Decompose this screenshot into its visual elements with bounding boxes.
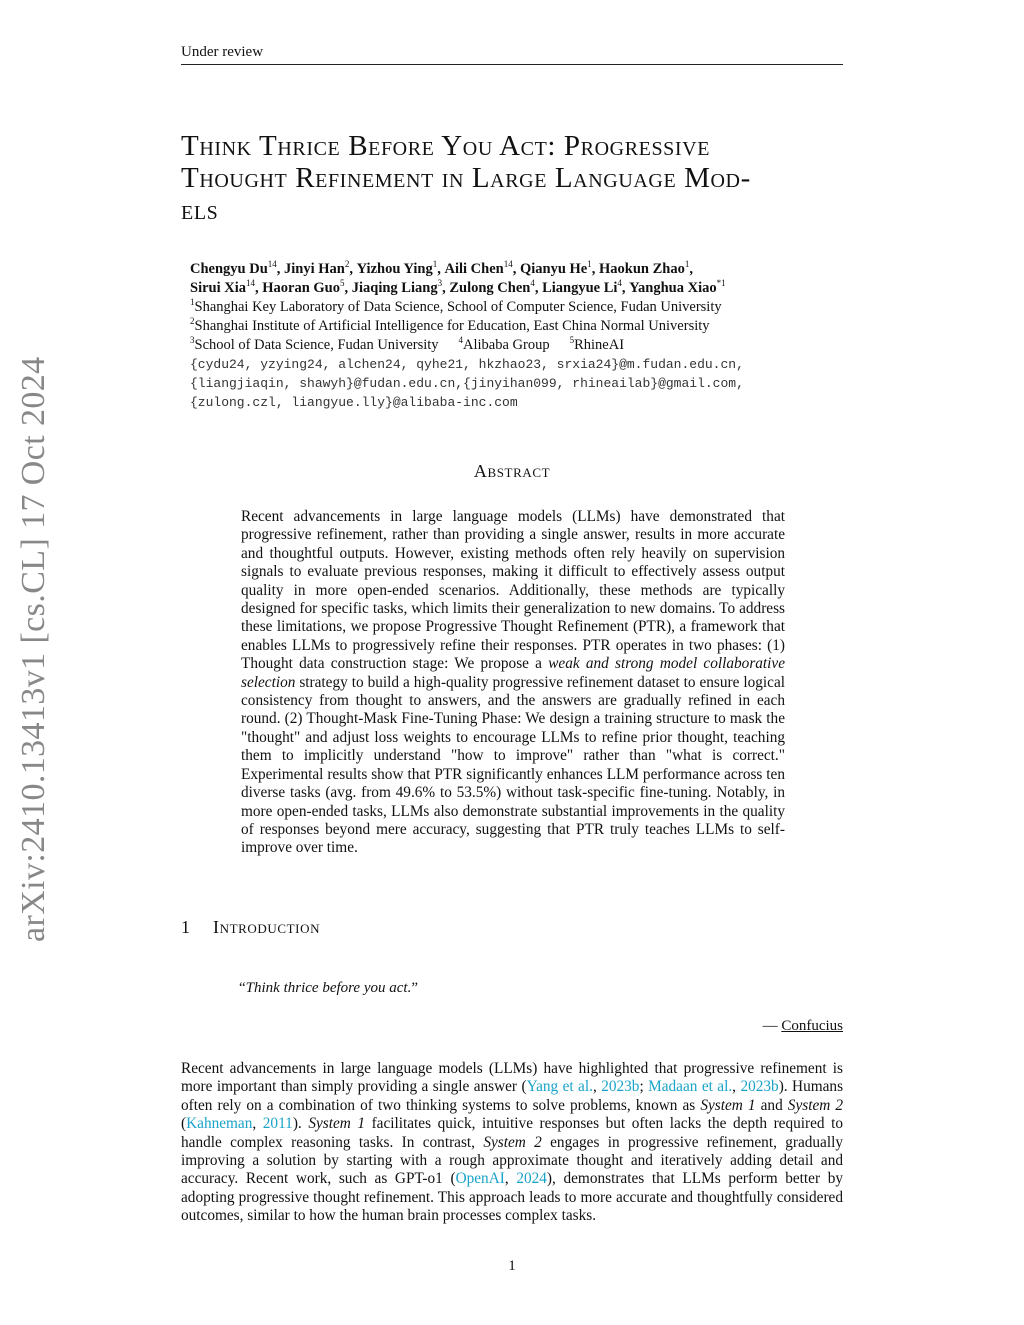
author-name: Yanghua Xiao: [629, 280, 717, 296]
author-block: [190, 260, 840, 412]
section-title: Introduction: [213, 917, 321, 937]
section-heading-introduction: [181, 917, 581, 938]
title-line: Think Thrice Before You Act: Progressive: [181, 130, 711, 162]
citation-link[interactable]: 2023b: [740, 1078, 779, 1096]
citation-link[interactable]: Yang et al.: [526, 1078, 593, 1096]
author-affil: 2: [344, 259, 350, 269]
citation-link[interactable]: 2011: [262, 1115, 293, 1133]
paper-title: [181, 130, 845, 226]
author-name: Jiaqing Liang: [351, 280, 438, 296]
citation-link[interactable]: Madaan et al.: [648, 1078, 733, 1096]
running-head-text: Under review: [181, 44, 264, 60]
epigraph-attribution: — Confucius: [762, 1018, 843, 1034]
author-affil: *1: [716, 278, 726, 288]
author-name: Chengyu Du: [190, 261, 268, 277]
citation-link[interactable]: 2024: [516, 1170, 547, 1188]
attribution-link[interactable]: Confucius: [781, 1018, 843, 1034]
author-line: Chengyu Du$^{14}$, Jinyi Han$^2$, Yizhou Ying$^1$, Aili Chen$^{14}$, Qianyu He$^1$, Haokun Zhao$^1$,: [190, 259, 693, 277]
affiliation: $^3$School of Data Science, Fudan University $^4$Alibaba Group $^5$RhineAI: [190, 335, 625, 353]
author-affil: 3: [437, 278, 443, 288]
author-affil: 1: [587, 259, 592, 269]
citation-link[interactable]: Kahneman: [186, 1115, 253, 1133]
author-email: {liangjiaqin, shawyh}@fudan.edu.cn,{jinyihan099, rhineailab}@gmail.com,: [190, 376, 744, 391]
emphasis: weak and strong model collaborative selection: [241, 655, 785, 691]
author-name: Aili Chen: [444, 261, 504, 277]
author-name: Yizhou Ying: [356, 261, 433, 277]
epigraph-quote: “Think thrice before you act.”: [239, 980, 418, 996]
author-line: Sirui Xia$^{14}$, Haoran Guo$^5$, Jiaqing Liang$^3$, Zulong Chen$^4$, Liangyue Li$^4$, Yanghua Xiao$^{*1}$: [190, 278, 726, 296]
author-affil: 4: [617, 278, 622, 288]
citation-link[interactable]: 2023b: [601, 1078, 640, 1096]
author-affil: 14: [503, 259, 513, 269]
introduction-paragraph: Recent advancements in large language models (LLMs) have highlighted that progressive refinement is more important than simply providing a single answer (Yang et al., 2023b; Madaan et al., 2023b). Humans often rely on a combination of two thinking systems to solve problems, known as System 1 and System 2 (Kahneman, 2011). System 1 facilitates quick, intuitive responses but often lacks the depth required to handle complex reasoning tasks. In contrast, System 2 engages in progressive refinement, gradually improving a solution by starting with a rough approximate thought and iteratively adding detail and accuracy. Recent work, such as GPT-o1 (OpenAI, 2024), demonstrates that LLMs perform better by adopting progressive thought refinement. This approach leads to more accurate and thoughtfully considered outcomes, similar to how the human brain processes complex tasks.: [181, 1060, 844, 1225]
arxiv-stamp: arXiv:2410.13413v1 [cs.CL] 17 Oct 2024: [15, 356, 52, 942]
running-header: [181, 44, 843, 65]
title-line: Thought Refinement in Large Language Mod-: [181, 162, 751, 194]
author-name: Jinyi Han: [284, 261, 345, 277]
citation-link[interactable]: OpenAI: [455, 1170, 505, 1188]
author-name: Qianyu He: [519, 261, 588, 277]
author-affil: 1: [432, 259, 438, 269]
abstract-body: Recent advancements in large language models (LLMs) have demonstrated that progressive refinement, rather than providing a single answer, results in more accurate and thoughtful outputs. However, existing methods often rely heavily on supervision signals to evaluate previous responses, making it difficult to effectively assess output quality in more open-ended scenarios. Additionally, these methods are typically designed for specific tasks, which limits their generalization to new domains. To address these limitations, we propose Progressive Thought Refinement (PTR), a framework that enables LLMs to progressively refine their responses. PTR operates in two phases: (1) Thought data construction stage: We propose a weak and strong model collaborative selection strategy to build a high-quality progressive refinement dataset to ensure logical consistency from thought to answers, and the answers are gradually refined in each round. (2) Thought-Mask Fine-Tuning Phase: We design a training structure to mask the "thought" and adjust loss weights to encourage LLMs to refine prior thought, teaching them to implicitly understand "how to improve" rather than "what is correct." Experimental results show that PTR significantly enhances LLM performance across ten diverse tasks (avg. from 49.6% to 53.5%) without task-specific fine-tuning. Notably, in more open-ended tasks, LLMs also demonstrate substantial improvements in the quality of responses beyond mere accuracy, suggesting that PTR truly teaches LLMs to self-improve over time.: [241, 508, 785, 857]
author-name: Haokun Zhao: [599, 261, 685, 277]
author-affil: 4: [530, 278, 535, 288]
page-number: 1: [508, 1258, 516, 1274]
abstract-heading: Abstract: [473, 461, 551, 481]
affiliation: $^2$Shanghai Institute of Artificial Intelligence for Education, East China Normal University: [190, 316, 710, 334]
author-email: {zulong.czl, liangyue.lly}@alibaba-inc.com: [190, 395, 518, 410]
author-email: {cydu24, yzying24, alchen24, qyhe21, hkzhao23, srxia24}@m.fudan.edu.cn,: [190, 357, 744, 372]
author-affil: 14: [246, 278, 255, 288]
section-number: 1: [181, 917, 191, 937]
author-affil: 5: [340, 278, 345, 288]
author-affil: 1: [684, 259, 690, 269]
author-name: Sirui Xia: [190, 280, 246, 296]
author-name: Zulong Chen: [449, 280, 531, 296]
affiliation: $^1$Shanghai Key Laboratory of Data Science, School of Computer Science, Fudan University: [190, 297, 722, 315]
author-name: Liangyue Li: [542, 280, 618, 296]
author-name: Haoran Guo: [262, 280, 340, 296]
author-affil: 14: [267, 259, 277, 269]
title-line: els: [181, 194, 219, 226]
